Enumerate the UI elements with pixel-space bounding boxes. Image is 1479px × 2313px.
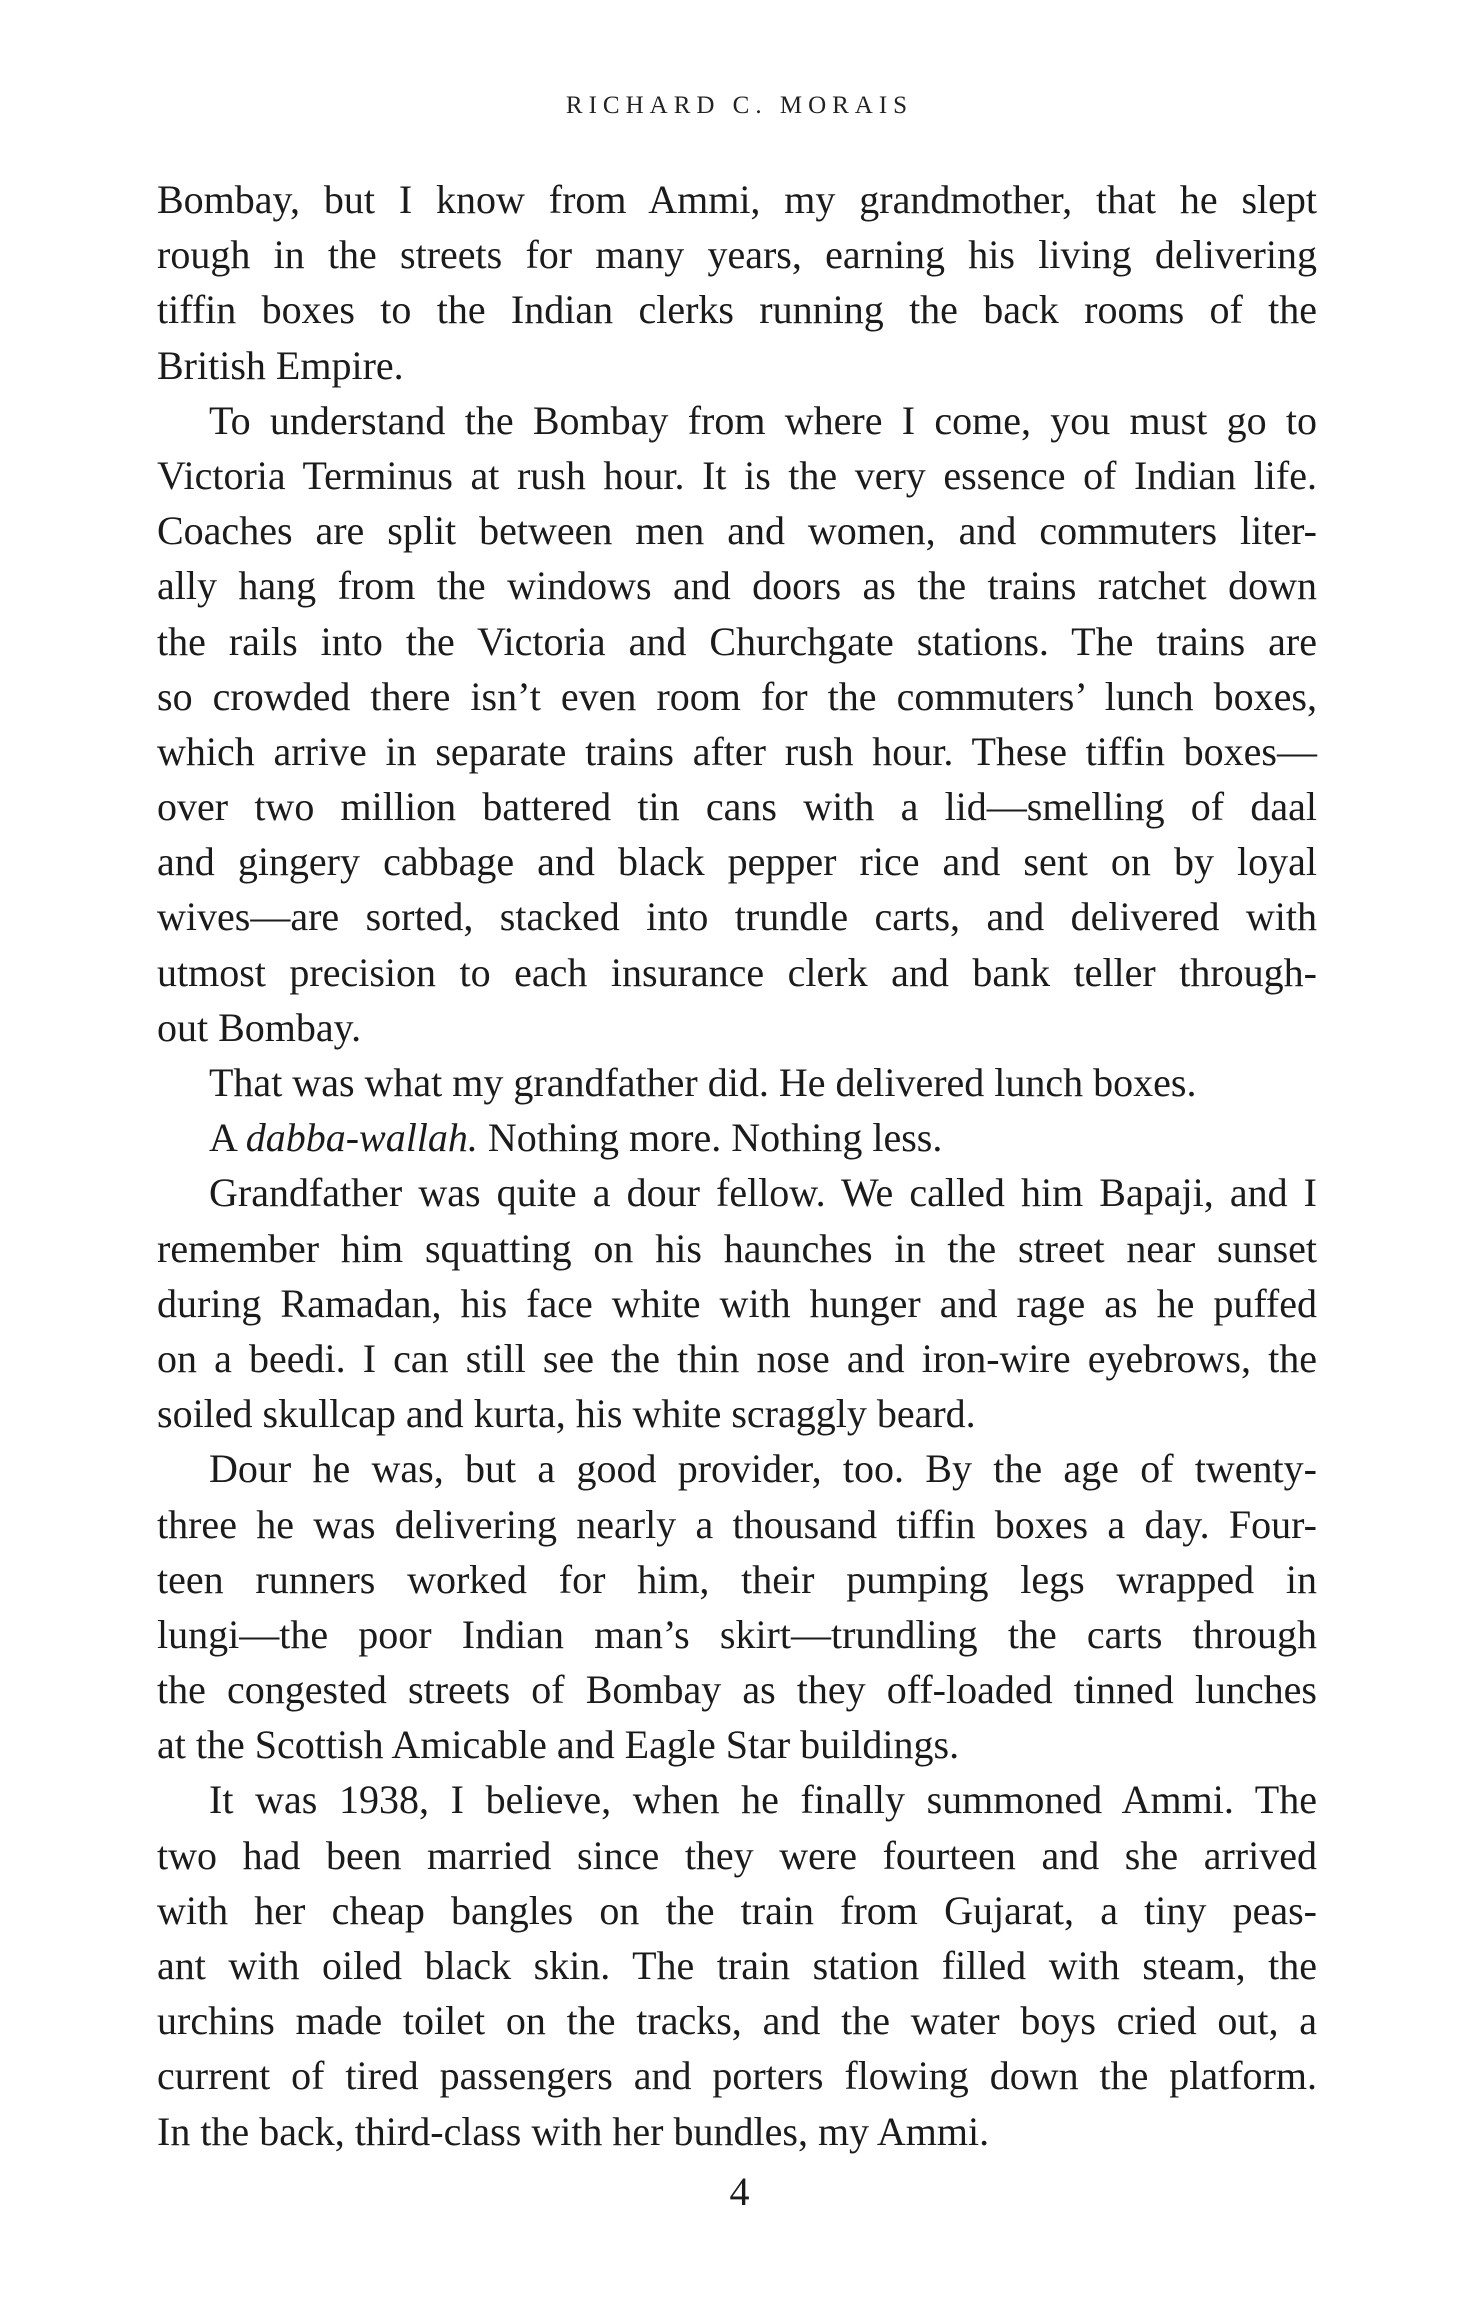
text-line: Bombay, but I know from Ammi, my grandmother, that he slept <box>157 177 1317 222</box>
text-line: ant with oiled black skin. The train station filled with steam, the <box>157 1943 1317 1988</box>
text-line: urchins made toilet on the tracks, and the water boys cried out, a <box>157 1998 1317 2044</box>
text-line: on a beedi. I can still see the thin nose and iron-wire eyebrows, the <box>157 1335 1317 1381</box>
text-line: That was what my grandfather did. He delivered lunch boxes. <box>209 1060 1197 1105</box>
running-head: RICHARD C. MORAIS <box>565 92 914 119</box>
text-line: two had been married since they were fourteen and she arrived <box>157 1832 1317 1878</box>
text-line: Grandfather was quite a dour fellow. We called him Bapaji, and I <box>209 1170 1317 1216</box>
italic-term: dabba-wallah. <box>245 1115 478 1161</box>
text-fragment: Nothing more. Nothing less. <box>477 1115 943 1161</box>
text-line: Coaches are split between men and women, and commuters liter- <box>157 508 1317 554</box>
text-line: British Empire. <box>157 342 404 388</box>
text-line <box>157 1110 1317 1165</box>
text-line: which arrive in separate trains after rush hour. These tiffin boxes— <box>157 728 1317 774</box>
text-line: current of tired passengers and porters flowing down the platform. <box>157 2053 1317 2099</box>
text-line: Victoria Terminus at rush hour. It is the very essence of Indian life. <box>157 452 1317 498</box>
text-line: In the back, third-class with her bundles, my Ammi. <box>157 2108 990 2154</box>
text-line: ally hang from the windows and doors as the trains ratchet down <box>157 563 1317 609</box>
text-fragment: A <box>209 1115 246 1161</box>
page-number: 4 <box>729 2169 750 2214</box>
text-line: rough in the streets for many years, earning his living delivering <box>157 232 1317 278</box>
text-line: Dour he was, but a good provider, too. By the age of twenty- <box>209 1446 1317 1492</box>
text-line: the rails into the Victoria and Churchgate stations. The trains are <box>157 618 1317 664</box>
text-line: so crowded there isn’t even room for the commuters’ lunch boxes, <box>157 673 1317 719</box>
text-line: wives—are sorted, stacked into trundle carts, and delivered with <box>157 894 1317 940</box>
text-line: three he was delivering nearly a thousand tiffin boxes a day. Four- <box>157 1501 1317 1547</box>
text-line: It was 1938, I believe, when he finally summoned Ammi. The <box>209 1777 1317 1823</box>
text-line: teen runners worked for him, their pumping legs wrapped in <box>157 1556 1317 1602</box>
text-line: remember him squatting on his haunches in the street near sunset <box>157 1225 1317 1271</box>
text-line: lungi—the poor Indian man’s skirt—trundling the carts through <box>157 1611 1317 1657</box>
text-line: tiffin boxes to the Indian clerks running the back rooms of the <box>157 287 1317 333</box>
text-line: with her cheap bangles on the train from Gujarat, a tiny peas- <box>157 1887 1317 1933</box>
text-line: utmost precision to each insurance clerk and bank teller through- <box>157 949 1317 995</box>
text-line: and gingery cabbage and black pepper rice and sent on by loyal <box>157 839 1317 885</box>
text-line: over two million battered tin cans with a lid—smelling of daal <box>157 784 1317 830</box>
text-line: at the Scottish Amicable and Eagle Star buildings. <box>157 1722 960 1768</box>
text-line: during Ramadan, his face white with hunger and rage as he puffed <box>157 1280 1317 1326</box>
text-line: To understand the Bombay from where I come, you must go to <box>209 397 1317 443</box>
text-line: out Bombay. <box>157 1004 362 1050</box>
body-text <box>157 172 1317 2159</box>
text-line: the congested streets of Bombay as they off-loaded tinned lunches <box>157 1667 1317 1713</box>
text-line: soiled skullcap and kurta, his white scraggly beard. <box>157 1391 976 1437</box>
